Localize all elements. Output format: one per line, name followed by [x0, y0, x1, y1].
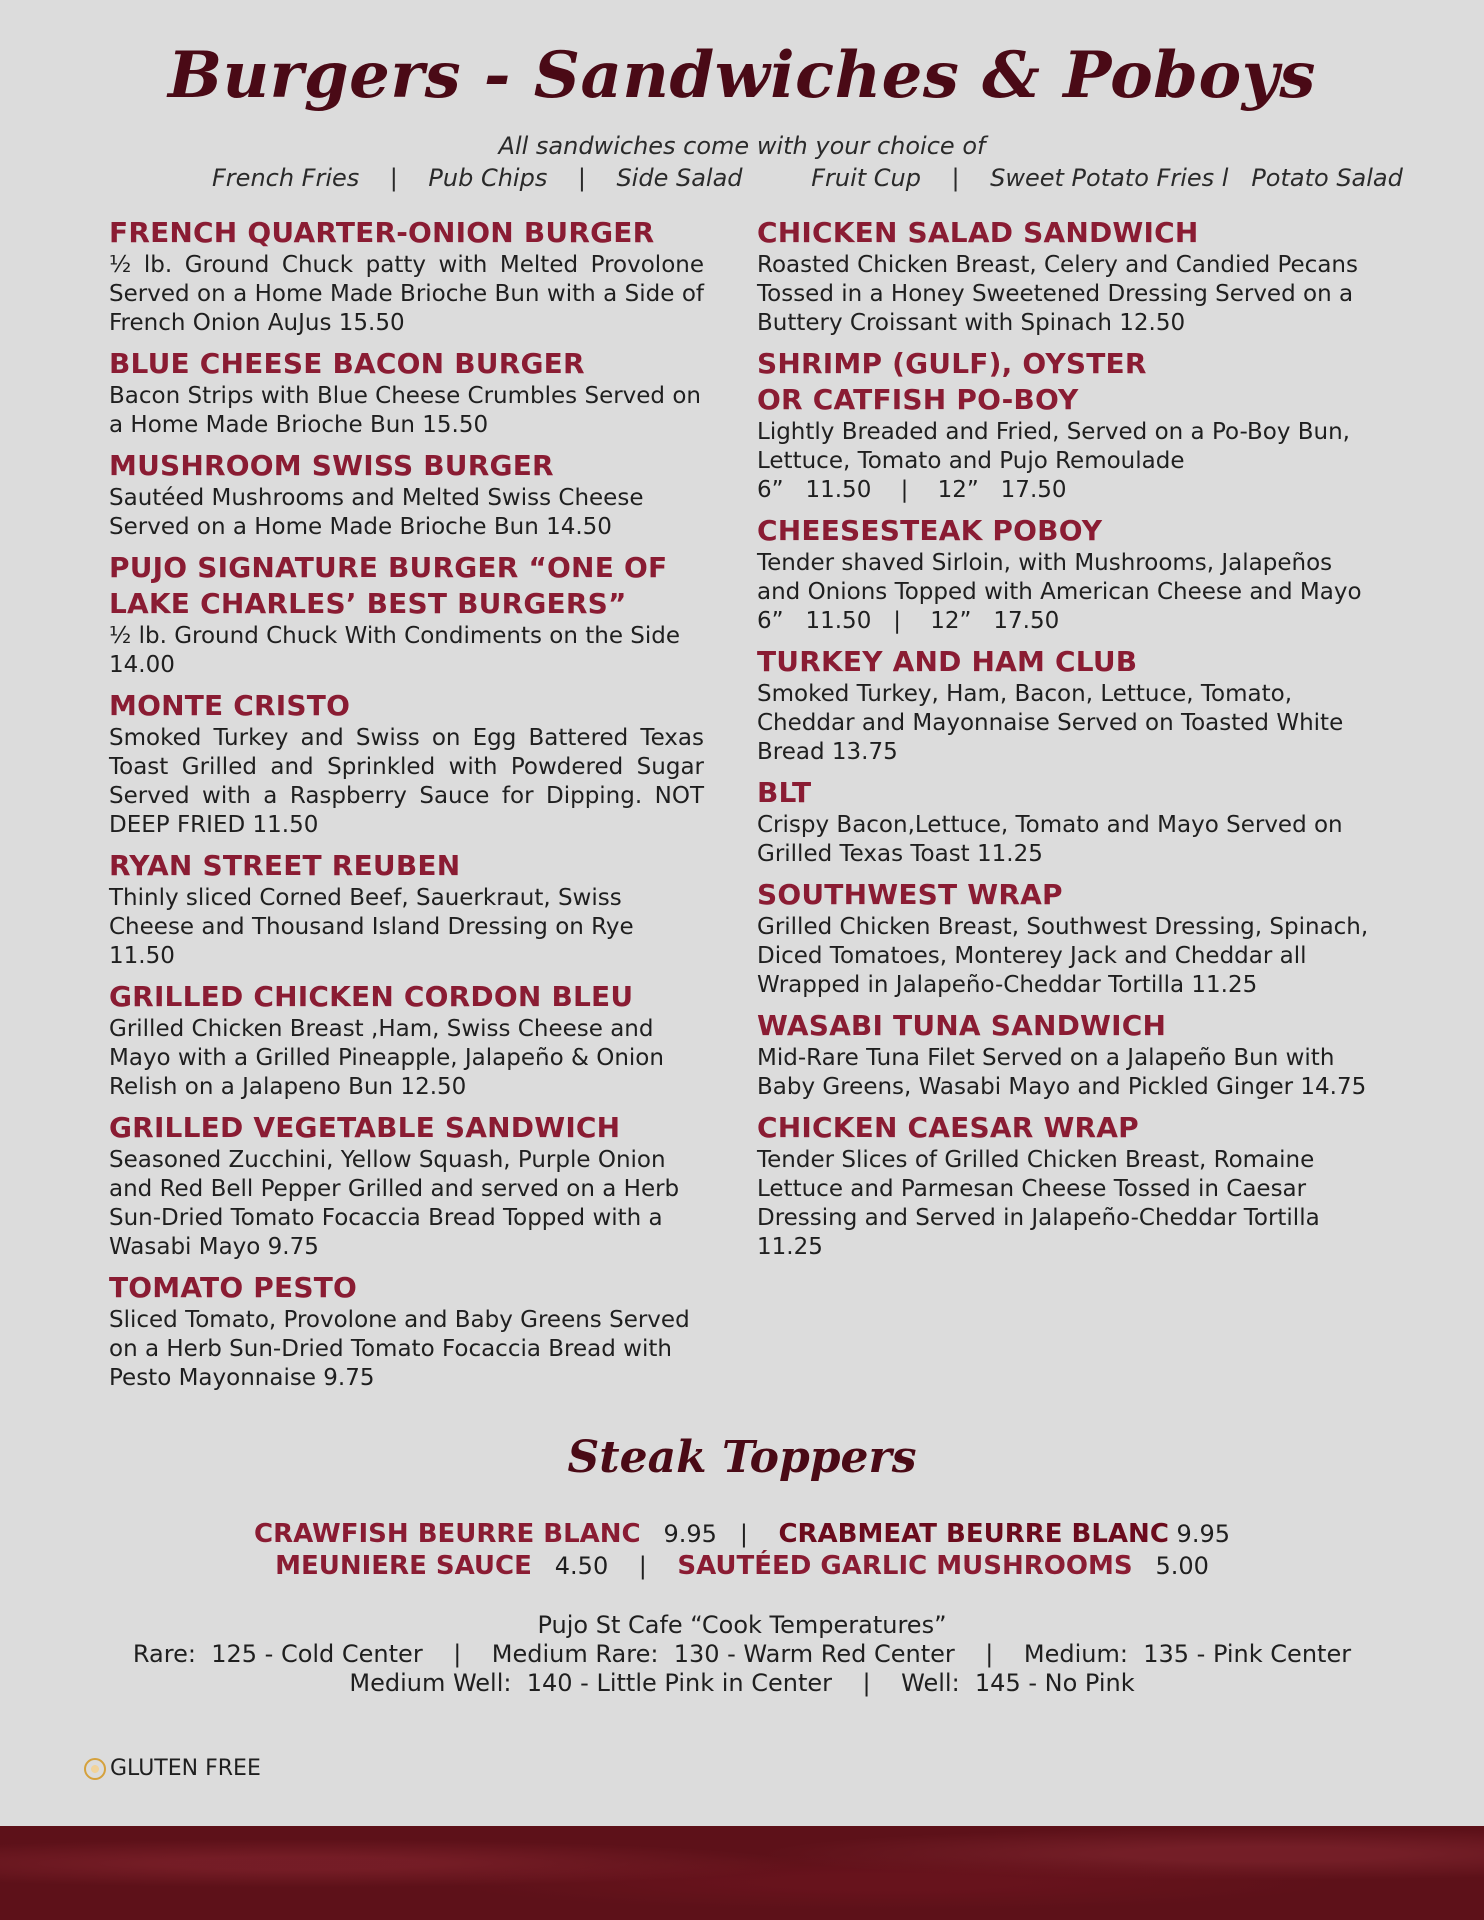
gluten-free-label: GLUTEN FREE — [110, 1756, 261, 1781]
item-description: ½ lb. Ground Chuck With Condiments on the Side 14.00 — [109, 623, 681, 678]
item-name: MUSHROOM SWISS BURGER — [109, 449, 554, 482]
topper-price: 9.95 — [663, 1520, 717, 1548]
item-name: SHRIMP (GULF), OYSTER OR CATFISH PO-BOY — [757, 347, 1147, 416]
gluten-free-icon — [84, 1758, 106, 1780]
cook-temps-line-2: Medium Well: 140 - Little Pink in Center | Well: 145 - No Pink — [349, 1669, 1135, 1697]
item-name: GRILLED VEGETABLE SANDWICH — [109, 1111, 621, 1144]
item-name: TURKEY AND HAM CLUB — [757, 645, 1138, 678]
menu-item — [757, 877, 1377, 1000]
item-name: SOUTHWEST WRAP — [757, 878, 1063, 911]
menu-item — [757, 1008, 1377, 1102]
menu-item — [757, 346, 1377, 505]
item-description: Bacon Strips with Blue Cheese Crumbles Served on a Home Made Brioche Bun 15.50 — [109, 383, 701, 438]
right-column — [757, 215, 1377, 1270]
item-description: Crispy Bacon,Lettuce, Tomato and Mayo Served on Grilled Texas Toast 11.25 — [757, 812, 1343, 867]
item-description: Smoked Turkey and Swiss on Egg Battered Texas Toast Grilled and Sprinkled with Powdered Sugar Served with a Raspberry Sauce for Dipping. NOT DEEP FRIED 11.50 — [109, 725, 704, 838]
item-description: Grilled Chicken Breast ,Ham, Swiss Cheese and Mayo with a Grilled Pineapple, Jalapeño & Onion Relish on a Jalapeno Bun 12.50 — [109, 1016, 664, 1100]
item-description: Thinly sliced Corned Beef, Sauerkraut, Swiss Cheese and Thousand Island Dressing on Rye 11.50 — [109, 885, 634, 969]
cook-temps-title: Pujo St Cafe “Cook Temperatures” — [537, 1611, 947, 1639]
sides-intro: All sandwiches come with your choice of — [498, 132, 986, 160]
item-name: BLUE CHEESE BACON BURGER — [109, 347, 585, 380]
item-sizes: 6” 11.50 | 12” 17.50 — [757, 477, 1067, 503]
topper-price: 9.95 — [1176, 1520, 1230, 1548]
menu-item — [109, 979, 704, 1102]
item-description: Sliced Tomato, Provolone and Baby Greens Served on a Herb Sun-Dried Tomato Focaccia Bread with Pesto Mayonnaise 9.75 — [109, 1307, 690, 1391]
menu-item — [109, 688, 704, 840]
item-description: Grilled Chicken Breast, Southwest Dressing, Spinach, Diced Tomatoes, Monterey Jack and Cheddar all Wrapped in Jalapeño-Cheddar Tortilla 11.25 — [757, 914, 1369, 998]
topper-name: SAUTÉED GARLIC MUSHROOMS — [677, 1551, 1133, 1581]
topper-name: MEUNIERE SAUCE — [275, 1551, 532, 1581]
item-name: PUJO SIGNATURE BURGER “ONE OF LAKE CHARLES’ BEST BURGERS” — [109, 551, 668, 620]
item-name: FRENCH QUARTER-ONION BURGER — [109, 216, 655, 249]
item-name: WASABI TUNA SANDWICH — [757, 1009, 1167, 1042]
gluten-free-legend — [84, 1756, 261, 1781]
item-description: Tender shaved Sirloin, with Mushrooms, Jalapeños and Onions Topped with American Cheese and Mayo — [757, 550, 1362, 605]
toppers-row-1: CRAWFISH BEURRE BLANC 9.95 | CRABMEAT BEURRE BLANC 9.95 — [254, 1519, 1230, 1549]
item-description: Smoked Turkey, Ham, Bacon, Lettuce, Tomato, Cheddar and Mayonnaise Served on Toasted White Bread 13.75 — [757, 681, 1344, 765]
menu-item — [109, 1270, 704, 1393]
steak-toppers-title: Steak Toppers — [567, 1432, 917, 1483]
menu-item — [757, 513, 1377, 636]
footer-decorative-band — [0, 1826, 1484, 1920]
item-description: Roasted Chicken Breast, Celery and Candied Pecans Tossed in a Honey Sweetened Dressing Served on a Buttery Croissant with Spinach 12.50 — [757, 252, 1358, 336]
item-name: CHEESESTEAK POBOY — [757, 514, 1103, 547]
menu-item — [757, 775, 1377, 869]
menu-item — [757, 644, 1377, 767]
side-choices: French Fries | Pub Chips | Side Salad Fruit Cup | Sweet Potato Fries l Potato Salad — [212, 164, 1403, 192]
menu-title: Burgers - Sandwiches & Poboys — [168, 38, 1316, 113]
item-name: TOMATO PESTO — [109, 1271, 358, 1304]
item-name: MONTE CRISTO — [109, 689, 351, 722]
menu-item — [757, 1110, 1377, 1262]
item-description: Mid-Rare Tuna Filet Served on a Jalapeño Bun with Baby Greens, Wasabi Mayo and Pickled Ginger 14.75 — [757, 1045, 1367, 1100]
item-description: Tender Slices of Grilled Chicken Breast, Romaine Lettuce and Parmesan Cheese Tossed in Caesar Dressing and Served in Jalapeño-Cheddar Tortilla 11.25 — [757, 1147, 1320, 1260]
menu-item — [109, 1110, 704, 1262]
left-column — [109, 215, 704, 1401]
item-sizes: 6” 11.50 | 12” 17.50 — [757, 608, 1060, 634]
item-description: Lightly Breaded and Fried, Served on a Po-Boy Bun, Lettuce, Tomato and Pujo Remoulade — [757, 419, 1350, 474]
item-name: GRILLED CHICKEN CORDON BLEU — [109, 980, 634, 1013]
toppers-row-2: MEUNIERE SAUCE 4.50 | SAUTÉED GARLIC MUSHROOMS 5.00 — [275, 1551, 1209, 1581]
menu-item — [757, 215, 1377, 338]
item-description: Sautéed Mushrooms and Melted Swiss Cheese Served on a Home Made Brioche Bun 14.50 — [109, 485, 644, 540]
menu-item — [109, 215, 704, 338]
cook-temps-line-1: Rare: 125 - Cold Center | Medium Rare: 130 - Warm Red Center | Medium: 135 - Pink Center — [132, 1640, 1352, 1668]
topper-name: CRABMEAT BEURRE BLANC — [778, 1519, 1169, 1549]
item-name: CHICKEN SALAD SANDWICH — [757, 216, 1199, 249]
item-name: CHICKEN CAESAR WRAP — [757, 1111, 1139, 1144]
menu-item — [109, 346, 704, 440]
menu-item — [109, 848, 704, 971]
topper-price: 5.00 — [1155, 1552, 1209, 1580]
menu-item — [109, 550, 704, 680]
item-description: ½ lb. Ground Chuck patty with Melted Provolone Served on a Home Made Brioche Bun with a Side of French Onion AuJus 15.50 — [109, 252, 704, 336]
topper-price: 4.50 — [554, 1552, 609, 1580]
menu-item — [109, 448, 704, 542]
item-description: Seasoned Zucchini, Yellow Squash, Purple Onion and Red Bell Pepper Grilled and served on a Herb Sun-Dried Tomato Focaccia Bread Topped with a Wasabi Mayo 9.75 — [109, 1147, 680, 1260]
item-name: BLT — [757, 776, 812, 809]
topper-name: CRAWFISH BEURRE BLANC — [254, 1519, 641, 1549]
item-name: RYAN STREET REUBEN — [109, 849, 461, 882]
